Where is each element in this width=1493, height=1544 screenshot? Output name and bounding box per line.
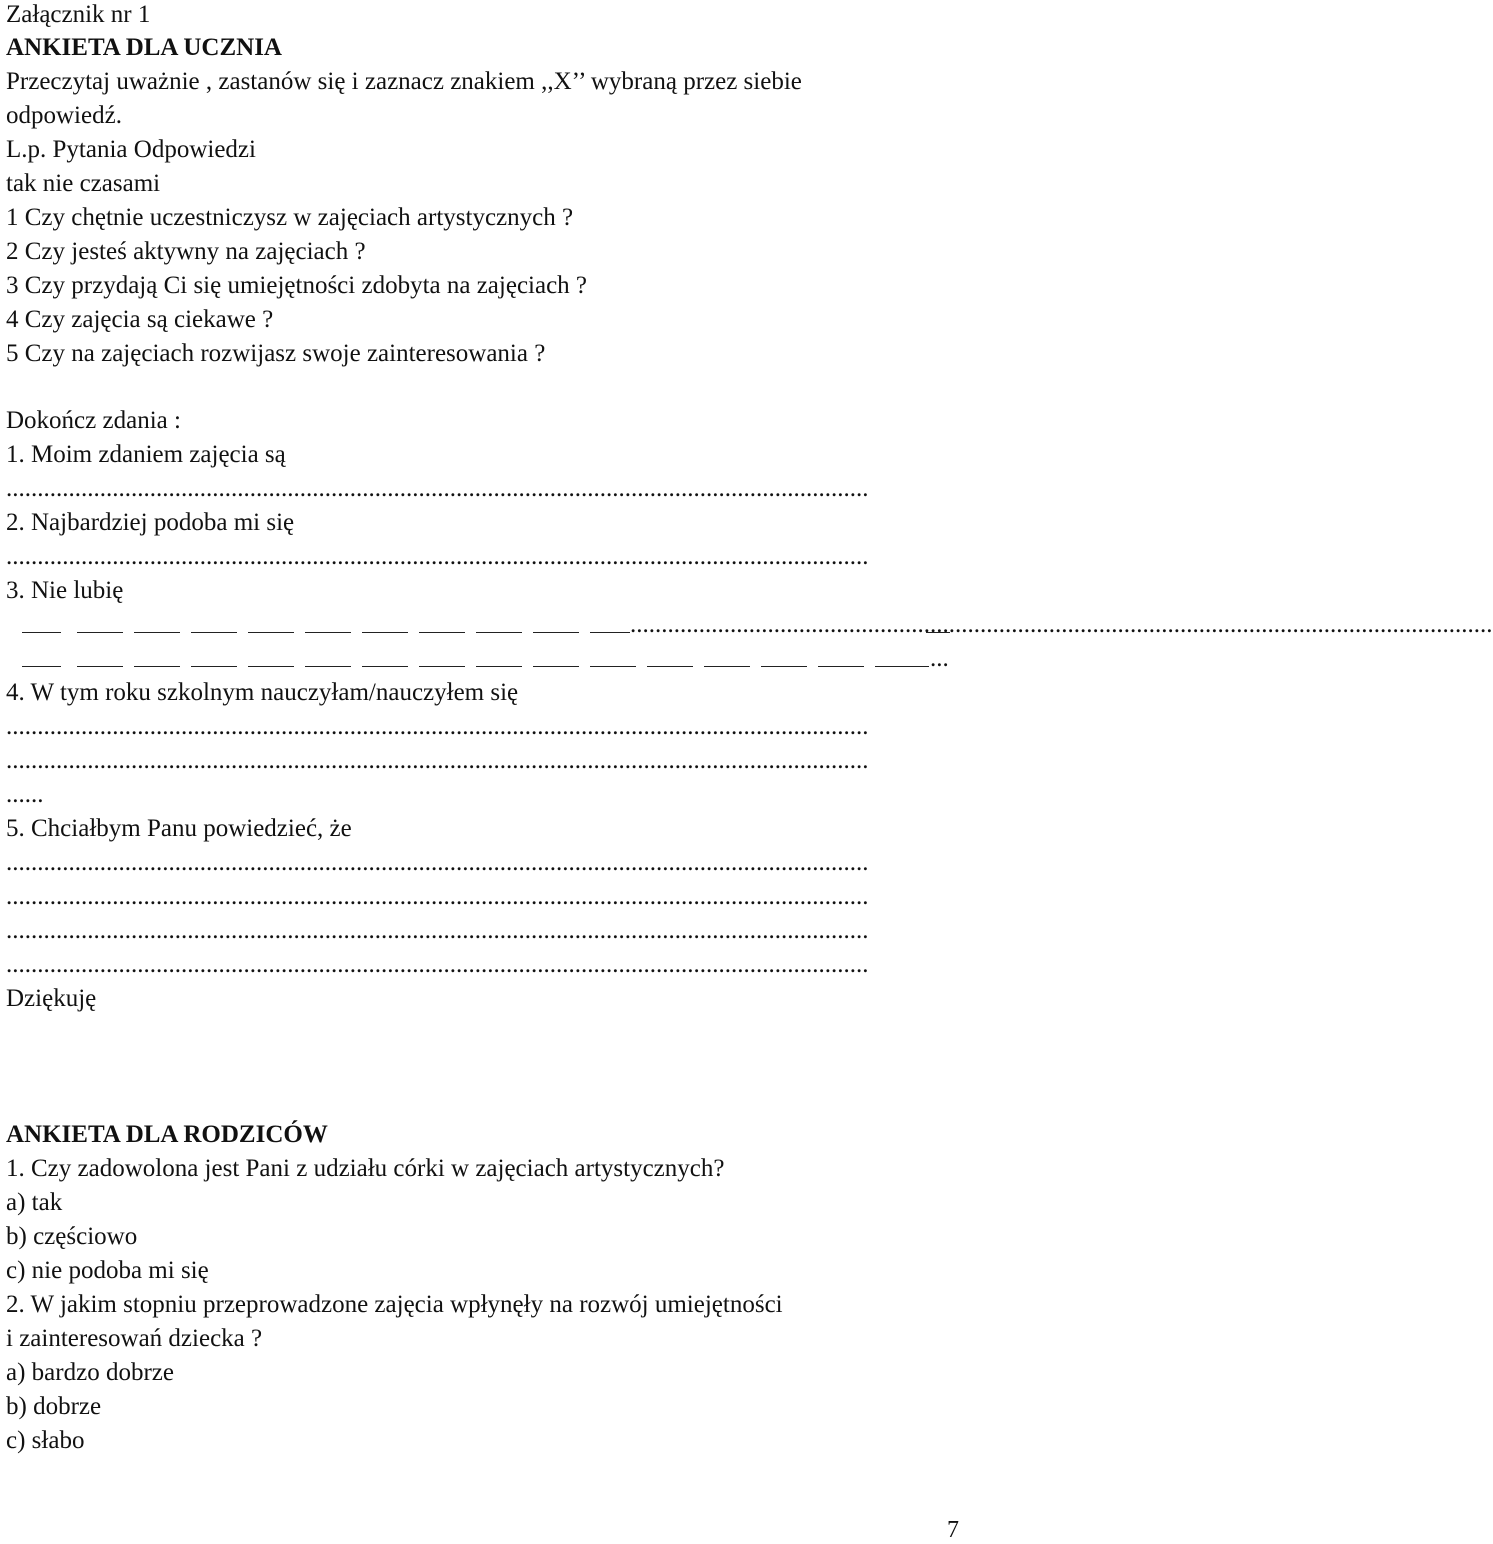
blank-segment	[362, 666, 408, 667]
parent-q1-option-a: a) tak	[6, 1189, 63, 1216]
question-2: 2 Czy jesteś aktywny na zajęciach ?	[6, 238, 366, 265]
blank-segment	[419, 666, 465, 667]
sentence-4: 4. W tym roku szkolnym nauczyłam/nauczyłem się	[6, 679, 519, 706]
table-header: L.p. Pytania Odpowiedzi	[6, 136, 256, 163]
answer-dots-3a: ..........................................................................................................................................	[630, 611, 1493, 638]
blank-segment	[305, 666, 351, 667]
blank-segment	[926, 632, 950, 633]
answer-line-4c[interactable]: ......	[6, 781, 44, 808]
thanks-text: Dziękuję	[6, 985, 97, 1012]
answer-options-header: tak nie czasami	[6, 170, 161, 197]
blank-segment	[704, 666, 750, 667]
parent-q1-option-c: c) nie podoba mi się	[6, 1257, 209, 1284]
blank-segment	[875, 666, 929, 667]
attachment-label: Załącznik nr 1	[6, 1, 151, 28]
parent-survey-title: ANKIETA DLA RODZICÓW	[6, 1121, 328, 1148]
question-5: 5 Czy na zajęciach rozwijasz swoje zainteresowania ?	[6, 340, 546, 367]
question-4: 4 Czy zajęcia są ciekawe ?	[6, 306, 274, 333]
sentence-2: 2. Najbardziej podoba mi się	[6, 509, 295, 536]
question-1: 1 Czy chętnie uczestniczysz w zajęciach artystycznych ?	[6, 204, 574, 231]
blank-segment	[419, 632, 465, 633]
blank-segment	[476, 632, 522, 633]
answer-line-5b[interactable]: ..........................................................................................................................................	[6, 883, 869, 910]
answer-dots-3b: ...	[930, 645, 949, 672]
blank-segment	[22, 666, 61, 667]
blank-segment	[362, 632, 408, 633]
blank-segment	[22, 632, 61, 633]
parent-q2-option-c: c) słabo	[6, 1427, 85, 1454]
blank-segment	[134, 666, 180, 667]
answer-line-5a[interactable]: ..........................................................................................................................................	[6, 849, 869, 876]
parent-question-2: 2. W jakim stopniu przeprowadzone zajęcia wpłynęły na rozwój umiejętności	[6, 1291, 783, 1318]
parent-q1-option-b: b) częściowo	[6, 1223, 138, 1250]
blank-segment	[77, 632, 123, 633]
answer-line-5c[interactable]: ..........................................................................................................................................	[6, 917, 869, 944]
parent-q2-option-b: b) dobrze	[6, 1393, 102, 1420]
blank-segment	[248, 666, 294, 667]
answer-line-1[interactable]: ..........................................................................................................................................	[6, 475, 869, 502]
answer-line-3b[interactable]	[6, 644, 952, 674]
parent-question-2-continued: i zainteresowań dziecka ?	[6, 1325, 263, 1352]
page-number: 7	[947, 1517, 959, 1543]
answer-line-5d[interactable]: ..........................................................................................................................................	[6, 951, 869, 978]
answer-line-4b[interactable]: ..........................................................................................................................................	[6, 747, 869, 774]
blank-segment	[647, 666, 693, 667]
blank-segment	[818, 666, 864, 667]
student-survey-title: ANKIETA DLA UCZNIA	[6, 34, 282, 61]
instruction-text: Przeczytaj uważnie , zastanów się i zaznacz znakiem ,,X’’ wybraną przez siebie	[6, 68, 802, 95]
answer-line-2[interactable]: ..........................................................................................................................................	[6, 543, 869, 570]
blank-segment	[590, 666, 636, 667]
sentence-3: 3. Nie lubię	[6, 577, 124, 604]
blank-segment	[476, 666, 522, 667]
blank-segment	[191, 666, 237, 667]
blank-segment	[305, 632, 351, 633]
parent-question-1: 1. Czy zadowolona jest Pani z udziału córki w zajęciach artystycznych?	[6, 1155, 725, 1182]
blank-segment	[590, 632, 630, 633]
sentence-5: 5. Chciałbym Panu powiedzieć, że	[6, 815, 352, 842]
instruction-text-continued: odpowiedź.	[6, 102, 122, 129]
blank-segment	[134, 632, 180, 633]
blank-segment	[533, 666, 579, 667]
blank-segment	[77, 666, 123, 667]
complete-sentences-label: Dokończ zdania :	[6, 407, 181, 434]
sentence-1: 1. Moim zdaniem zajęcia są	[6, 441, 286, 468]
blank-segment	[761, 666, 807, 667]
parent-q2-option-a: a) bardzo dobrze	[6, 1359, 174, 1386]
answer-line-4a[interactable]: ..........................................................................................................................................	[6, 713, 869, 740]
blank-segment	[248, 632, 294, 633]
blank-segment	[191, 632, 237, 633]
question-3: 3 Czy przydają Ci się umiejętności zdobyta na zajęciach ?	[6, 272, 588, 299]
answer-line-3a[interactable]	[6, 610, 1493, 640]
blank-segment	[533, 632, 579, 633]
